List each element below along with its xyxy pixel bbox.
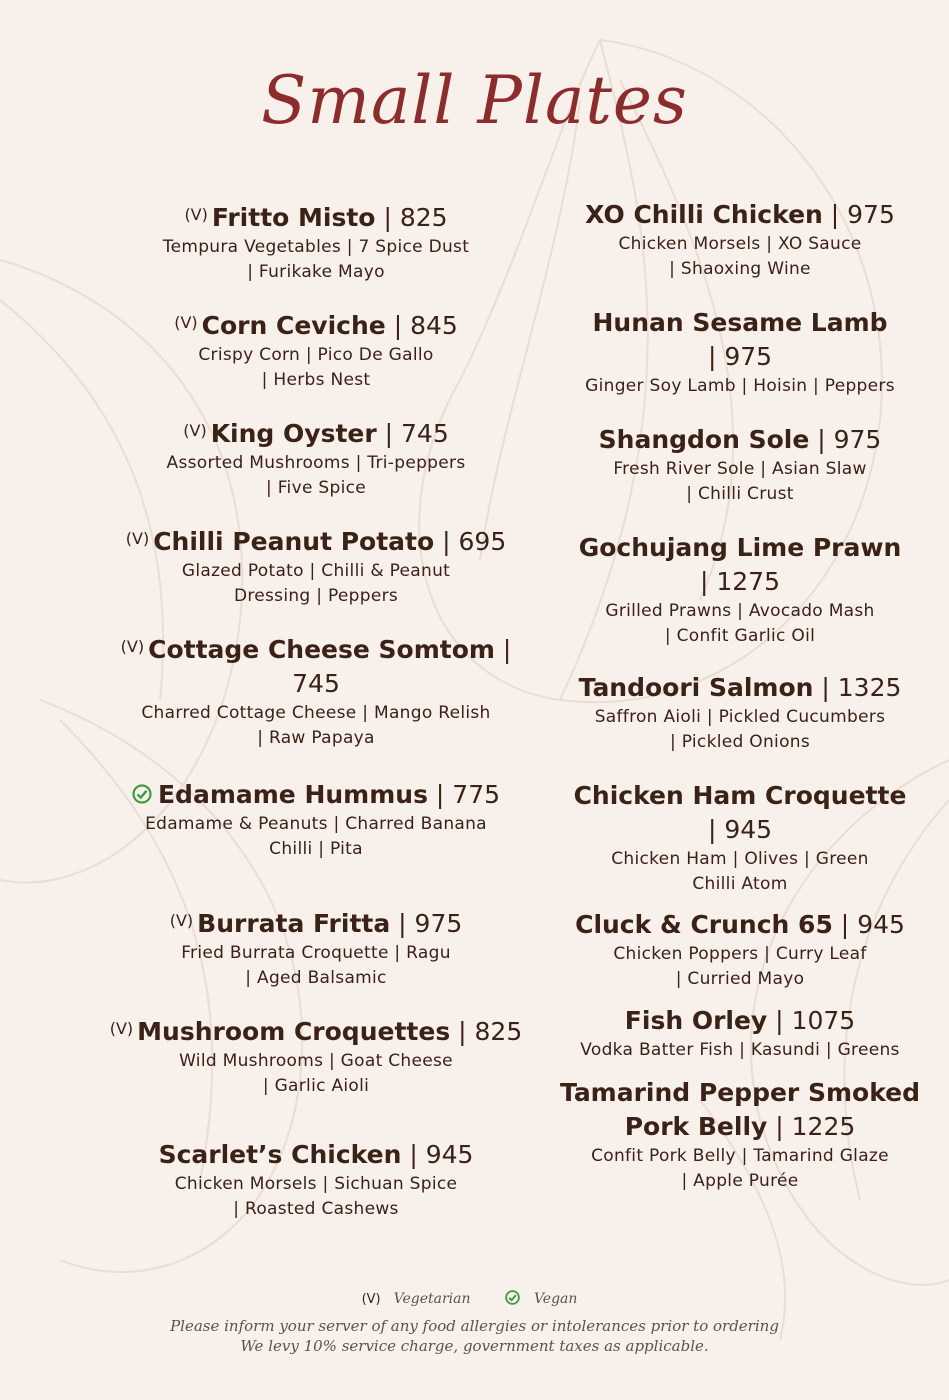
menu-item: $^{(V)}$ Mushroom Croquettes | 825 Wild Mushrooms | Goat Cheese | Garlic Aioli: [106, 1012, 526, 1138]
item-description: | Garlic Aioli: [262, 1076, 370, 1096]
item-price: 945: [857, 910, 905, 939]
menu-item: Shangdon Sole | 975 Fresh River Sole | Asian Slaw | Chilli Crust: [530, 423, 949, 531]
item-name: Tandoori Salmon: [578, 673, 814, 702]
item-name: Shangdon Sole: [598, 425, 810, 454]
item-name: Chilli Peanut Potato: [153, 527, 435, 556]
footer-notes: [0, 1316, 949, 1356]
menu-item: $^{(V)}$ Chilli Peanut Potato | 695 Glazed Potato | Chilli & Peanut Dressing | Peppers: [106, 522, 526, 630]
vegan-label: Vegan: [533, 1291, 578, 1307]
vegetarian-label: Vegetarian: [393, 1291, 471, 1307]
menu-item: $^{(V)}$ Fritto Misto | 825 Tempura Vegetables | 7 Spice Dust | Furikake Mayo: [106, 198, 526, 306]
item-price: 975: [724, 342, 773, 371]
vegetarian-marker: (V): [109, 1019, 134, 1038]
item-name: XO Chilli Chicken: [585, 200, 823, 229]
item-description: Glazed Potato | Chilli & Peanut: [181, 561, 451, 581]
vegetarian-marker: (V): [120, 637, 145, 656]
item-description: Tempura Vegetables | 7 Spice Dust: [162, 237, 470, 257]
item-name: Hunan Sesame Lamb: [592, 308, 888, 337]
item-description: | Chilli Crust: [686, 484, 794, 504]
item-description: | Furikake Mayo: [247, 262, 385, 282]
menu-item: Fish Orley | 1075 Vodka Batter Fish | Kasundi | Greens: [530, 1004, 949, 1076]
item-price: 975: [414, 909, 463, 938]
item-name: Cluck & Crunch 65: [575, 910, 833, 939]
item-price: 975: [833, 425, 882, 454]
item-description: Confit Pork Belly | Tamarind Glaze: [591, 1146, 889, 1166]
vegetarian-marker: (V): [184, 205, 208, 224]
item-description: | Roasted Cashews: [233, 1199, 399, 1219]
item-description: Chicken Ham | Olives | Green: [611, 849, 869, 869]
item-price: 1275: [716, 567, 780, 596]
item-name: Mushroom Croquettes: [137, 1017, 451, 1046]
item-price: 745: [401, 419, 449, 448]
vegetarian-marker: (V): [183, 421, 207, 440]
item-description: | Confit Garlic Oil: [664, 626, 816, 646]
menu-item: $^{(V)}$ Corn Ceviche | 845 Crispy Corn | Pico De Gallo | Herbs Nest: [106, 306, 526, 414]
item-name: Tamarind Pepper Smoked Pork Belly: [559, 1078, 920, 1141]
item-description: Chilli | Pita: [269, 839, 363, 859]
item-description: | Apple Purée: [681, 1171, 799, 1191]
item-price: 975: [847, 200, 895, 229]
item-description: | Aged Balsamic: [245, 968, 387, 988]
item-price: 825: [399, 203, 448, 232]
menu-item: Hunan Sesame Lamb | 975 Ginger Soy Lamb | Hoisin | Peppers: [530, 306, 949, 423]
menu-item: Tamarind Pepper Smoked Pork Belly | 1225 Confit Pork Belly | Tamarind Glaze | Apple Purée: [530, 1076, 949, 1194]
item-name: Gochujang Lime Prawn: [578, 533, 902, 562]
item-price: 845: [410, 311, 458, 340]
item-price: 1075: [791, 1006, 856, 1035]
check-circle-icon: [505, 1290, 520, 1305]
menu-item: Tandoori Salmon | 1325 Saffron Aioli | Pickled Cucumbers | Pickled Onions: [530, 671, 949, 779]
item-name: Chicken Ham Croquette: [573, 781, 907, 810]
item-description: | Five Spice: [265, 478, 367, 498]
item-price: 945: [724, 815, 773, 844]
item-description: Wild Mushrooms | Goat Cheese: [179, 1051, 453, 1071]
item-description: Charred Cottage Cheese | Mango Relish: [141, 703, 491, 723]
service-charge-notice: We levy 10% service charge, government taxes as applicable.: [240, 1337, 709, 1355]
item-price: 945: [425, 1140, 474, 1169]
item-description: Crispy Corn | Pico De Gallo: [198, 345, 434, 365]
vegan-check-icon: [132, 784, 152, 804]
menu-item: Cluck & Crunch 65 | 945 Chicken Poppers | Curry Leaf | Curried Mayo: [530, 908, 949, 1004]
item-price: 1225: [791, 1112, 856, 1141]
item-description: Chicken Morsels | XO Sauce: [618, 234, 862, 254]
item-description: Dressing | Peppers: [233, 586, 399, 606]
item-price: 695: [458, 527, 507, 556]
vegetarian-marker: (V): [174, 313, 198, 332]
item-description: Ginger Soy Lamb | Hoisin | Peppers: [585, 376, 895, 396]
vegetarian-marker: (V): [125, 529, 150, 548]
item-name: Fritto Misto: [211, 203, 376, 232]
item-name: Corn Ceviche: [201, 311, 386, 340]
dietary-legend: [0, 1290, 949, 1307]
allergy-notice: Please inform your server of any food allergies or intolerances prior to ordering: [170, 1317, 779, 1335]
item-name: Burrata Fritta: [197, 909, 391, 938]
item-name: Scarlet’s Chicken: [158, 1140, 402, 1169]
item-description: | Herbs Nest: [261, 370, 371, 390]
item-description: Chicken Morsels | Sichuan Spice: [174, 1174, 458, 1194]
item-description: Fresh River Sole | Asian Slaw: [613, 459, 867, 479]
right-menu-column: [530, 198, 949, 1194]
item-description: | Pickled Onions: [669, 732, 810, 752]
item-description: Assorted Mushrooms | Tri-peppers: [166, 453, 466, 473]
menu-item: $^{(V)}$ Burrata Fritta | 975 Fried Burrata Croquette | Ragu | Aged Balsamic: [106, 904, 526, 1012]
page-title: Small Plates: [261, 62, 688, 139]
vegetarian-marker: (V): [169, 911, 194, 930]
item-name: Cottage Cheese Somtom: [148, 635, 495, 664]
item-description: | Raw Papaya: [257, 728, 375, 748]
item-description: Edamame & Peanuts | Charred Banana: [145, 814, 487, 834]
menu-item: Chicken Ham Croquette | 945 Chicken Ham | Olives | Green Chilli Atom: [530, 779, 949, 908]
item-description: Saffron Aioli | Pickled Cucumbers: [594, 707, 886, 727]
menu-item: Edamame Hummus | 775 Edamame & Peanuts | Charred Banana Chilli | Pita: [106, 778, 526, 904]
vegetarian-marker: (V): [361, 1292, 381, 1307]
item-name: King Oyster: [210, 419, 377, 448]
menu-item: $^{(V)}$ King Oyster | 745 Assorted Mushrooms | Tri-peppers | Five Spice: [106, 414, 526, 522]
menu-item: XO Chilli Chicken | 975 Chicken Morsels | XO Sauce | Shaoxing Wine: [530, 198, 949, 306]
item-name: Fish Orley: [624, 1006, 768, 1035]
menu-item: Scarlet’s Chicken | 945 Chicken Morsels | Sichuan Spice | Roasted Cashews: [106, 1138, 526, 1222]
item-price: 825: [474, 1017, 523, 1046]
menu-item: Gochujang Lime Prawn | 1275 Grilled Prawns | Avocado Mash | Confit Garlic Oil: [530, 531, 949, 671]
item-description: Chicken Poppers | Curry Leaf: [613, 944, 867, 964]
menu-item: $^{(V)}$ Cottage Cheese Somtom | 745 Charred Cottage Cheese | Mango Relish | Raw Papaya: [106, 630, 526, 778]
item-price: 1325: [837, 673, 902, 702]
item-price: 745: [292, 669, 340, 698]
left-menu-column: [106, 198, 526, 1222]
item-price: 775: [452, 780, 501, 809]
item-description: Vodka Batter Fish | Kasundi | Greens: [580, 1040, 900, 1060]
item-description: | Curried Mayo: [675, 969, 805, 989]
item-description: | Shaoxing Wine: [669, 259, 811, 279]
item-description: Fried Burrata Croquette | Ragu: [181, 943, 451, 963]
item-name: Edamame Hummus: [157, 780, 428, 809]
item-description: Grilled Prawns | Avocado Mash: [605, 601, 875, 621]
item-description: Chilli Atom: [692, 874, 788, 894]
